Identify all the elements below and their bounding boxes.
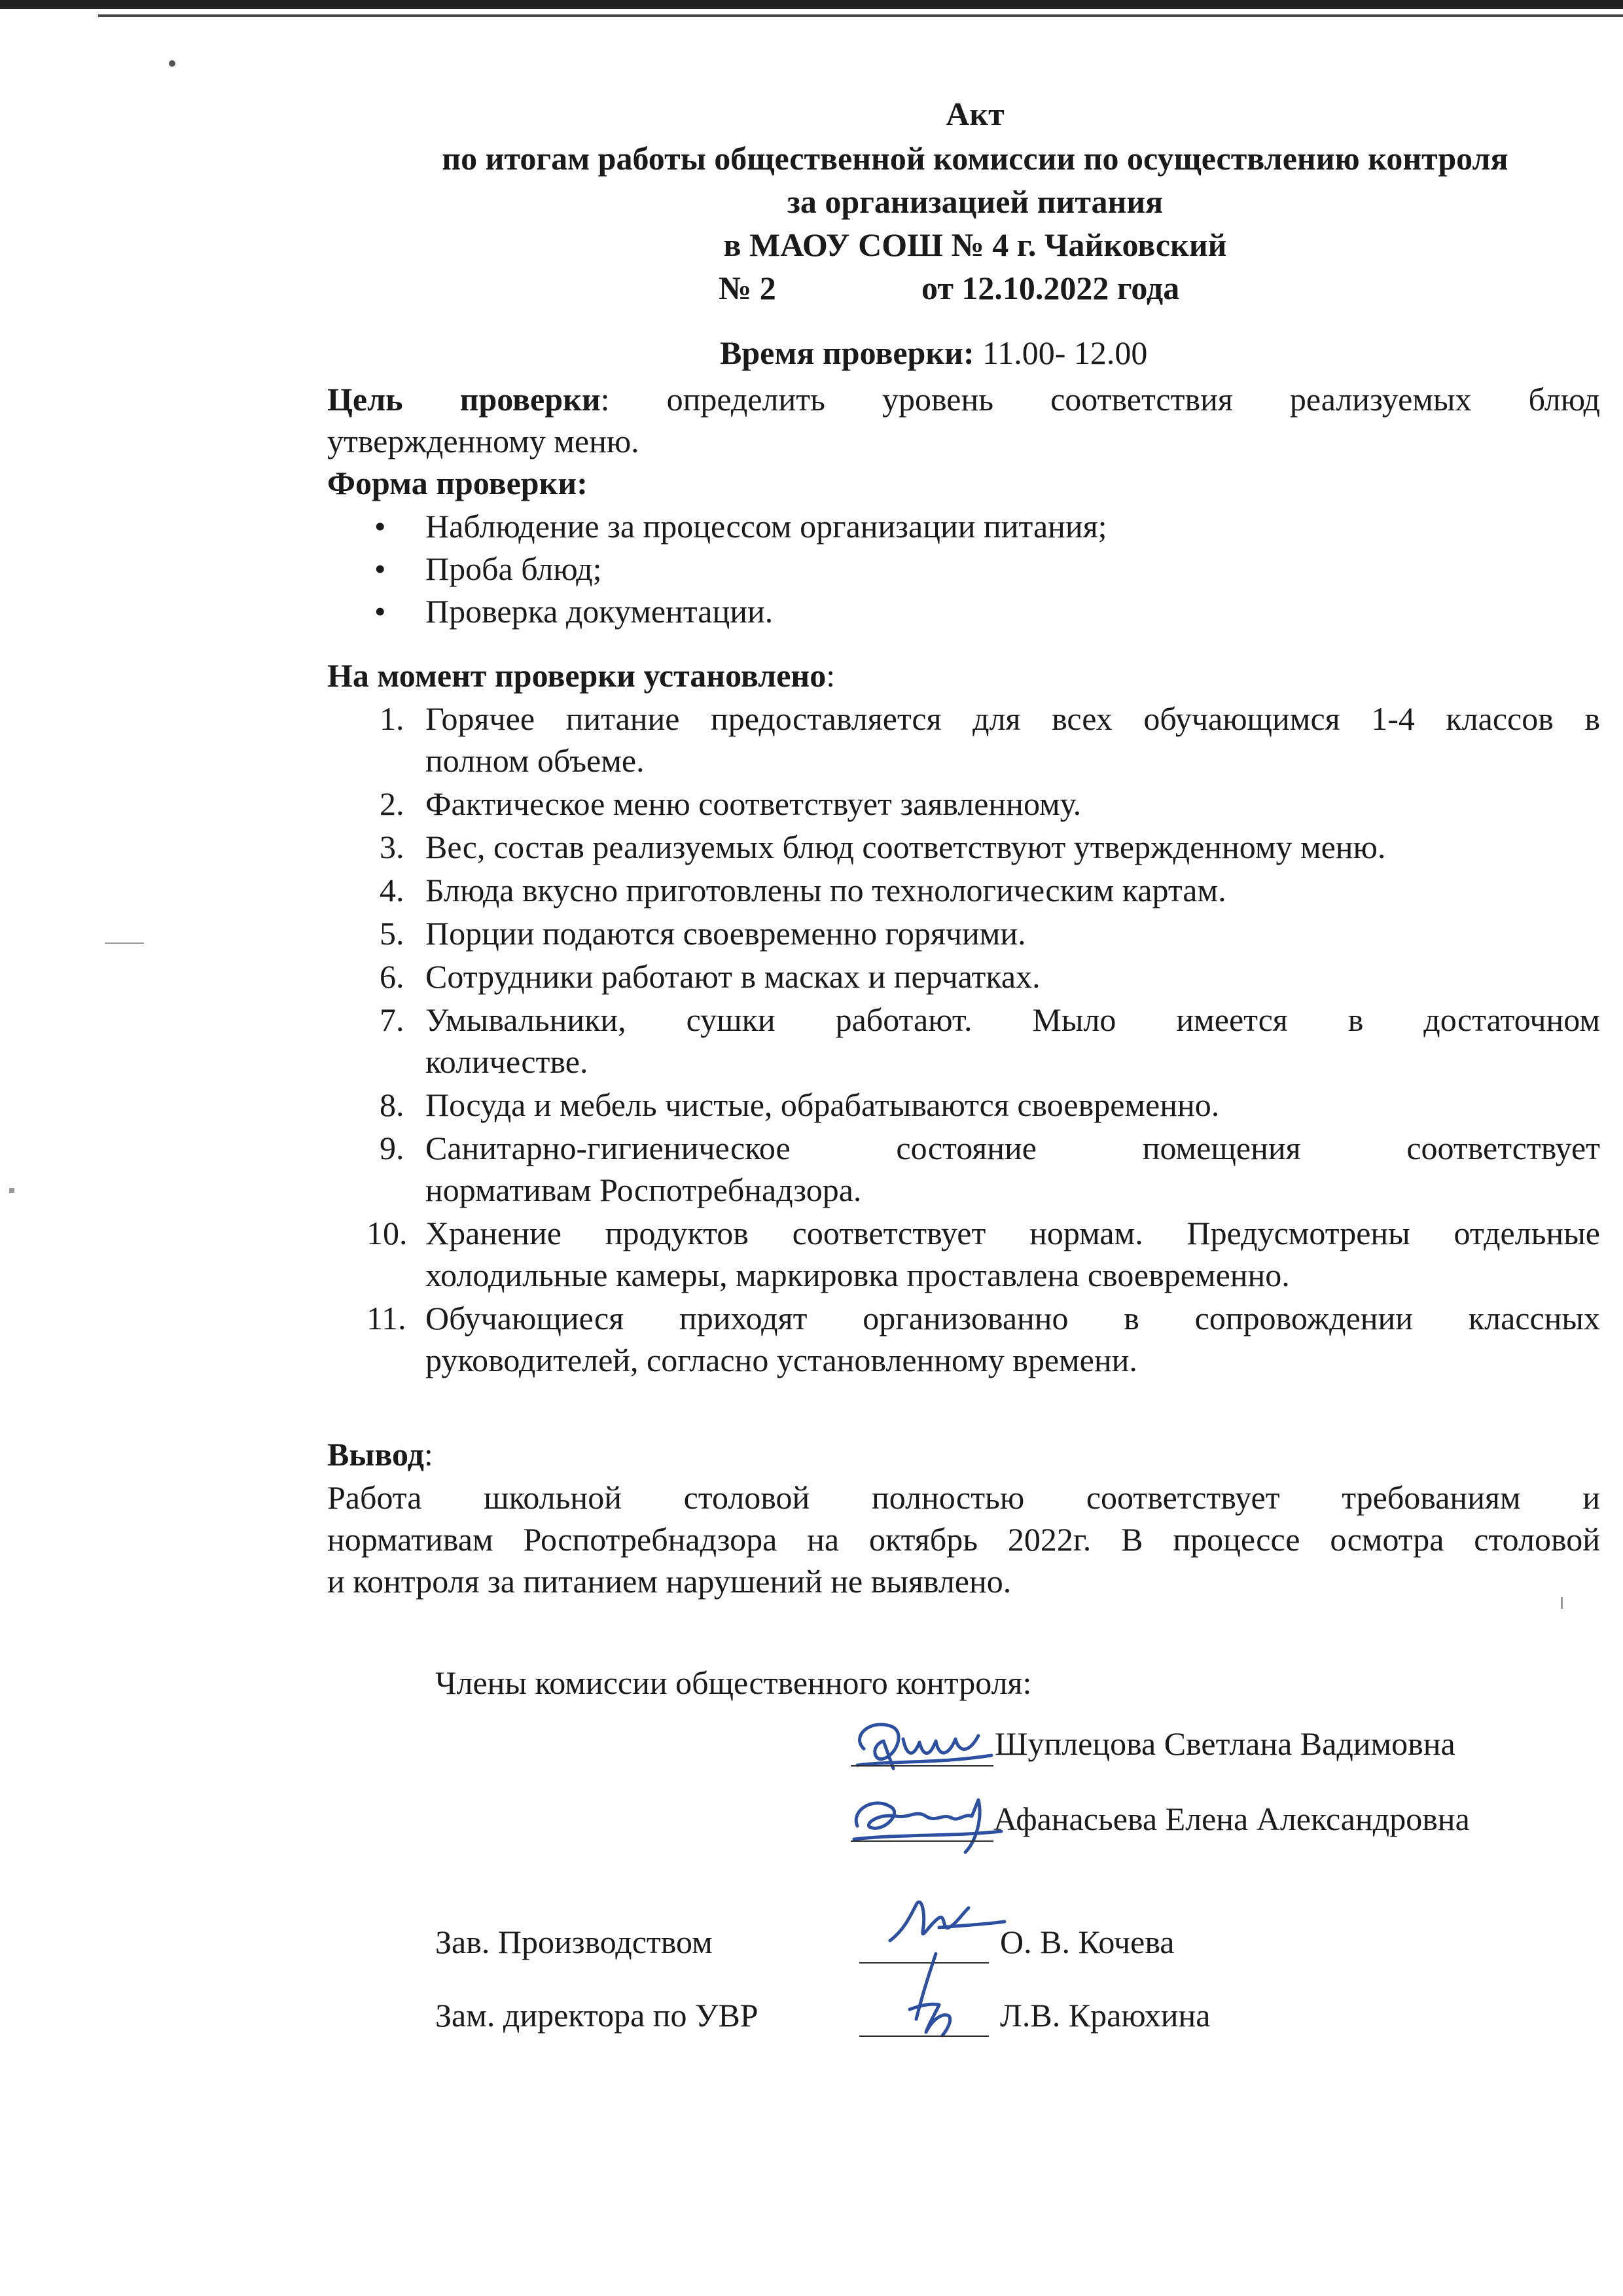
findings-heading: На момент проверки установлено xyxy=(327,657,827,694)
finding-number: 2. xyxy=(380,785,404,822)
finding-item xyxy=(366,1212,1600,1296)
finding-item xyxy=(366,826,1600,868)
goal-label: Цель проверки xyxy=(327,381,601,418)
conclusion-text xyxy=(327,1477,1600,1602)
deputy-director-name: Л.В. Краюхина xyxy=(1000,1997,1211,2034)
form-list xyxy=(366,505,1107,633)
finding-text: Хранение продуктов соответствует нормам. Предусмотрены отдельные xyxy=(425,1215,1600,1251)
member1-name: Шуплецова Светлана Вадимовна xyxy=(995,1725,1455,1762)
finding-number: 3. xyxy=(380,829,404,865)
signature-afanaseva xyxy=(844,1780,1008,1859)
production-head-name: О. В. Кочева xyxy=(1000,1924,1175,1960)
finding-number: 9. xyxy=(380,1130,404,1166)
finding-number: 10. xyxy=(366,1215,408,1251)
finding-number: 4. xyxy=(380,872,404,908)
signature-shuplecova xyxy=(844,1710,1001,1782)
finding-item xyxy=(366,698,1600,781)
scan-border-line xyxy=(98,14,1623,17)
signature-line xyxy=(859,2036,989,2037)
finding-item xyxy=(366,956,1600,997)
conclusion-line: нормативам Роспотребнадзора на октябрь 2022г. В процессе осмотра столовой xyxy=(327,1521,1600,1558)
commission-members-heading: Члены комиссии общественного контроля: xyxy=(435,1664,1032,1701)
conclusion-heading: Вывод xyxy=(327,1436,424,1473)
goal-line1 xyxy=(327,378,1600,420)
finding-text: Посуда и мебель чистые, обрабатываются своевременно. xyxy=(425,1086,1220,1123)
form-list-item: • Наблюдение за процессом организации питания; xyxy=(366,505,1107,547)
scan-speck xyxy=(169,60,175,67)
scan-artifact xyxy=(1561,1597,1563,1609)
finding-text-cont: полном объеме. xyxy=(425,742,645,779)
inspection-time-label: Время проверки: xyxy=(720,334,974,371)
finding-text: Вес, состав реализуемых блюд соответствуют утвержденному меню. xyxy=(425,829,1386,865)
finding-text-cont: холодильные камеры, маркировка проставлена своевременно. xyxy=(425,1257,1290,1293)
finding-number: 7. xyxy=(380,1001,404,1038)
finding-item xyxy=(366,1297,1600,1381)
school-name: в МАОУ СОШ № 4 г. Чайковский xyxy=(723,226,1227,263)
act-date: от 12.10.2022 года xyxy=(921,270,1180,306)
finding-number: 1. xyxy=(380,700,404,737)
finding-text: Обучающиеся приходят организованно в сопровождении классных xyxy=(425,1300,1600,1336)
findings-heading-row xyxy=(327,655,1600,696)
finding-number: 8. xyxy=(380,1086,404,1123)
form-list-item: • Проверка документации. xyxy=(366,590,1107,632)
role-deputy-director: Зам. директора по УВР xyxy=(435,1997,758,2034)
conclusion-line: и контроля за питанием нарушений не выявлено. xyxy=(327,1563,1012,1600)
form-heading: Форма проверки: xyxy=(327,465,588,501)
form-list-item: • Проба блюд; xyxy=(366,548,1107,590)
goal-text: : определить уровень соответствия реализуемых блюд xyxy=(600,381,1600,418)
scan-artifact xyxy=(105,942,144,944)
finding-text: Горячее питание предоставляется для всех обучающимся 1-4 классов в xyxy=(425,700,1600,737)
act-number: № 2 xyxy=(719,270,776,306)
finding-number: 6. xyxy=(380,958,404,995)
finding-text-cont: количестве. xyxy=(425,1043,588,1080)
scan-artifact xyxy=(9,1188,14,1193)
findings-colon: : xyxy=(826,657,836,694)
finding-text-cont: руководителей, согласно установленному времени. xyxy=(425,1342,1137,1378)
document-subtitle-line2: за организацией питания xyxy=(787,183,1164,220)
act-number-date xyxy=(719,267,1179,309)
document-subtitle-line1: по итогам работы общественной комиссии по осуществлению контроля xyxy=(442,140,1508,177)
finding-item xyxy=(366,1127,1600,1211)
signature-krayuhina xyxy=(890,1947,969,2045)
inspection-time xyxy=(720,334,1147,372)
findings-list xyxy=(366,698,1600,1382)
inspection-time-value: 11.00- 12.00 xyxy=(974,334,1148,371)
finding-text: Порции подаются своевременно горячими. xyxy=(425,915,1026,952)
finding-text: Умывальники, сушки работают. Мыло имеется в достаточном xyxy=(425,1001,1600,1038)
scan-border-top xyxy=(0,0,1623,9)
signature-line xyxy=(851,1765,993,1767)
signature-line xyxy=(851,1840,993,1842)
finding-text: Санитарно-гигиеническое состояние помещения соответствует xyxy=(425,1130,1600,1166)
finding-text-cont: нормативам Роспотребнадзора. xyxy=(425,1172,862,1208)
member2-name: Афанасьева Елена Александровна xyxy=(993,1801,1470,1837)
finding-text: Фактическое меню соответствует заявленному. xyxy=(425,785,1082,822)
finding-number: 5. xyxy=(380,915,404,952)
finding-item xyxy=(366,999,1600,1083)
finding-text: Сотрудники работают в масках и перчатках. xyxy=(425,958,1041,995)
finding-text: Блюда вкусно приготовлены по технологическим картам. xyxy=(425,872,1226,908)
conclusion-line: Работа школьной столовой полностью соответствует требованиям и xyxy=(327,1479,1600,1516)
goal-line2: утвержденному меню. xyxy=(327,423,639,459)
role-production-head: Зав. Производством xyxy=(435,1924,713,1960)
finding-number: 11. xyxy=(366,1300,406,1336)
finding-item xyxy=(366,1084,1600,1126)
document-title: Акт xyxy=(946,96,1005,132)
finding-item xyxy=(366,783,1600,825)
conclusion-heading-row xyxy=(327,1433,1600,1475)
conclusion-colon: : xyxy=(423,1436,433,1473)
finding-item xyxy=(366,912,1600,954)
finding-item xyxy=(366,869,1600,911)
